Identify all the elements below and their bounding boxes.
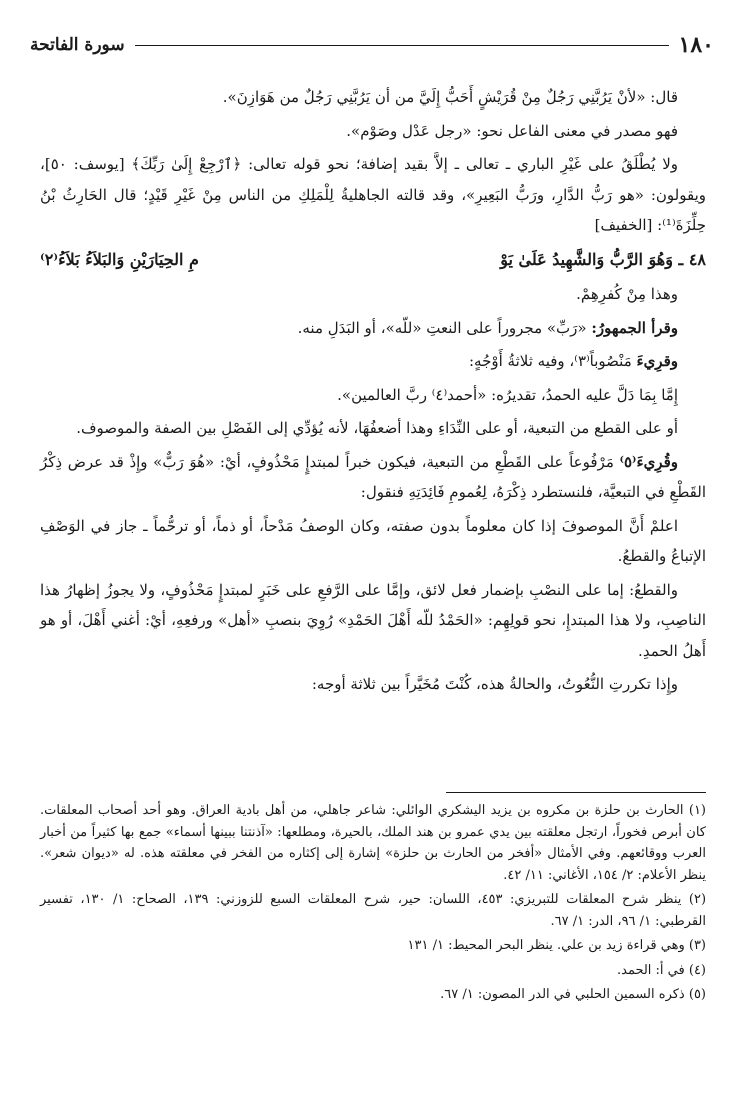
- verse-first-hemistich-text: وَهُوَ الرَّبُّ وَالشَّهِيدُ عَلَىٰ يَوْ: [500, 249, 673, 269]
- main-text: [40, 82, 706, 703]
- footnote: (٢) ينظر شرح المعلقات للتبريزي: ٤٥٣، اللسان: حير، شرح المعلقات السبع للزوزني: ١٣٩، الصحاح: ١/ ١٣٠، تفسير القرطبي: ١/ ٩٦، الدر: ١/ ٦٧.: [40, 892, 707, 929]
- poetry-verse: [40, 245, 706, 276]
- paragraph: والقطعُ: إما على النصْبِ بإضمار فعل لائق، وإمَّا على الرَّفعِ على خَبَرٍ لمبتدإٍ مَحْذُوفٍ، ولا يجوزُ إظهارُ هذا الناصِبِ، ولا هذا المبتدإِ، نحو قولِهِم: «الحَمْدُ للّه أَهْلَ الحَمْدِ» رُوِيَ بنصبِ «أهل» ورفعِهِ، أيْ: أغني أَهْلَ، أو هو أَهلُ الحمدِ.: [40, 580, 706, 660]
- footnote: (٤) في أ: الحمد.: [616, 962, 706, 978]
- footnote: (١) الحارث بن حلزة بن مكروه بن يزيد اليشكري الوائلي: شاعر جاهلي، من أهل بادية العراق. وهو أحد أصحاب المعلقات. كان أبرص فخوراً، ارتجل معلقته بين يدي عمرو بن هند الملك، بالحيرة، ومطلعها: «آذنتنا ببينها أسماء» جمع بها كثيراً من أخبار العرب ووقائعهم. وفي الأمثال «أفخر من الحارث بن حلزة» إشارة إلى إكثاره من الفخر في معلقته هذه. له «ديوان شعر». ينظر الأعلام: ٢/ ١٥٤، الأغاني: ١١/ ٤٢.: [40, 803, 706, 883]
- paragraph-text: مَرْفُوعاً على القَطْعِ من التبعية، فيكون خبراً لمبتدإٍ مَحْذُوفٍ، أيْ: «هُوَ رَبٌّ» وإِذْ قد عرض ذِكْرُ القَطْعِ في التبعيَّة، فلنستطرد ذِكْرَهُ، لِعُمومِ فَائِدَتِهِ فنقول:: [40, 452, 706, 501]
- paragraph-text: «رَبِّ» مجروراً على النعتِ «للّه»، أو البَدَلِ منه.: [297, 318, 592, 337]
- page-header: [30, 30, 714, 60]
- paragraph: قال: «لأنْ يَرُبَّنِي رَجُلٌ مِنْ قُرَيْشٍ أَحَبُّ إِلَيَّ من أن يَرُبَّنِي رَجُلٌ من هَوَازِنَ».: [222, 88, 678, 106]
- paragraph-lead: وقرِيءَ: [636, 352, 678, 370]
- paragraph: [40, 447, 706, 508]
- paragraph: اعلمْ أَنَّ الموصوفَ إذا كان معلوماً بدون صفته، وكان الوصفُ مَدْحاً، أو ذماً، أو ترحُّماً ـ جاز في الوَصْفِ الإتباعُ والقطعُ.: [40, 516, 706, 565]
- footnote-divider: [446, 792, 706, 793]
- footnote: (٥) ذكره السمين الحلبي في الدر المصون: ١/ ٦٧.: [440, 987, 706, 1002]
- paragraph: وهذا مِنْ كُفرِهِمْ.: [576, 285, 678, 303]
- paragraph: وإِذا تكررتِ النُّعُوتُ، والحالةُ هذه، كُنْتَ مُخَيَّراً بين ثلاثة أوجه:: [311, 675, 678, 693]
- surah-title: سورة الفاتحة: [30, 35, 125, 55]
- footnote: (٣) وهي قراءة زيد بن علي. ينظر البحر المحيط: ١/ ١٣١: [407, 938, 706, 953]
- paragraph: [40, 346, 706, 377]
- paragraph-text: مَنْصُوباً⁽٣⁾، وفيه ثلاثةُ أَوْجُهٍ:: [469, 352, 637, 370]
- header-rule: [135, 45, 669, 46]
- verse-number: ٤٨ ـ: [678, 249, 706, 269]
- paragraph: ولا يُطْلَقُ على غَيْرِ الباري ـ تعالى ـ إلاَّ بقيد إضافة؛ نحو قوله تعالى: ﴿ٱرْجِعْ إِلَىٰ رَبِّكَ﴾ [يوسف: ٥٠]، ويقولون: «هو رَبُّ الدَّارِ، ورَبُّ البَعِيرِ»، وقد قالته الجاهليةُ لِلْمَلِكِ من الناس مِنْ غَيْرِ قَيْدٍ؛ قال الحَارِثُ بْنُ حِلِّزَةَ⁽¹⁾: [الخفيف]: [40, 155, 706, 234]
- paragraph-lead: وقُرِيءَ⁽٥⁾: [619, 452, 678, 471]
- paragraph: [40, 313, 706, 344]
- verse-first-hemistich: [500, 245, 706, 276]
- page-number: ١٨٠: [678, 32, 714, 58]
- verse-second-hemistich: مِ الحِيَارَيْنِ وَالبَلاَءُ بَلاَءُ⁽٢⁾: [40, 249, 199, 269]
- paragraph: إِمَّا بِمَا دَلَّ عليه الحمدُ، تقديرُه: «أحمد⁽٤⁾ ربَّ العالمين».: [337, 385, 678, 404]
- footnotes: [40, 800, 706, 1009]
- paragraph: أو على القطع من التبعية، أو على النِّدَاءِ وهذا أضعفُهَا، لأنه يُؤدِّي إلى الفَصْلِ بين الصفة والموصوف.: [76, 419, 678, 437]
- paragraph: فهو مصدر في معنى الفاعل نحو: «رجل عَدْل وصَوْم».: [346, 121, 678, 140]
- paragraph-lead: وقرأ الجمهورُ:: [591, 318, 678, 337]
